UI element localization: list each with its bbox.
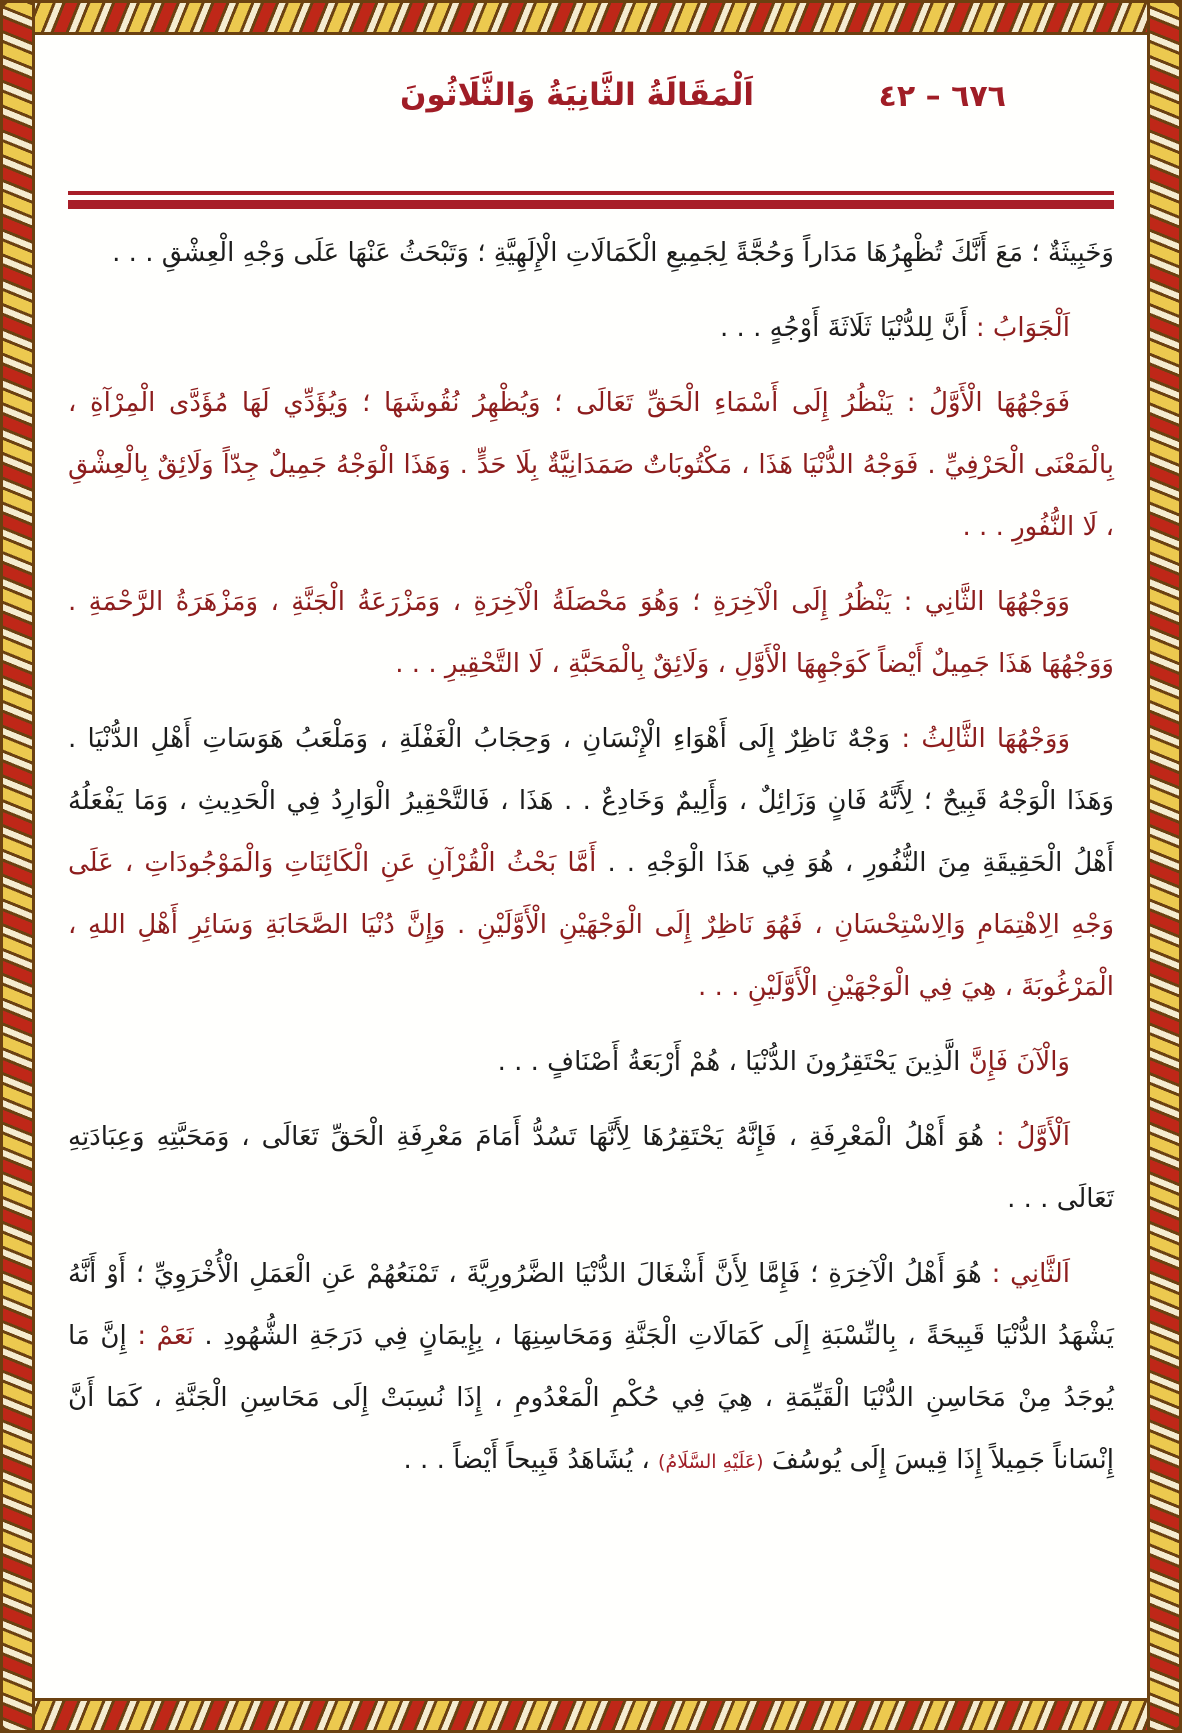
- paragraph: [68, 1031, 1114, 1093]
- text-run-red: وَالْآنَ فَإِنَّ: [960, 1047, 1070, 1077]
- decorative-border-right: [1147, 0, 1182, 1733]
- text-run-black: أَنَّ لِلدُّنْيَا ثَلَاثَةَ أَوْجُهٍ . . .: [720, 313, 968, 343]
- text-run-black: وَجْهٌ نَاظِرٌ إِلَى أَهْوَاءِ الْإِنْسَانِ ، وَحِجَابُ الْغَفْلَةِ ، وَمَلْعَبُ هَوَسَاتِ أَهْلِ الدُّنْيَا . وَهَذَا الْوَجْهُ قَبِيحٌ ؛ لِأَنَّهُ فَانٍ وَزَائِلٌ ، وَأَلِيمٌ وَخَادِعٌ . . هَذَا ، فَالتَّحْقِيرُ الْوَارِدُ فِي الْحَدِيثِ ، وَمَا يَفْعَلُهُ أَهْلُ الْحَقِيقَةِ مِنَ النُّفُورِ ، هُوَ فِي هَذَا الْوَجْهِ . .: [68, 724, 1114, 878]
- text-run-red: اَلْأَوَّلُ :: [983, 1122, 1070, 1152]
- paragraph: [68, 1243, 1114, 1493]
- paragraph: [68, 1106, 1114, 1230]
- text-run-black: الَّذِينَ يَحْتَقِرُونَ الدُّنْيَا ، هُمْ أَرْبَعَةُ أَصْنَافٍ . . .: [497, 1047, 961, 1077]
- page-content: [35, 35, 1147, 1698]
- body-paragraphs: [68, 222, 1114, 1493]
- page-title: اَلْمَقَالَةُ الثَّانِيَةُ وَالثَّلَاثُونَ: [400, 77, 754, 113]
- text-run-black: هُوَ أَهْلُ الْآخِرَةِ ؛ فَإِمَّا لِأَنَّ أَشْغَالَ الدُّنْيَا الضَّرُورِيَّةَ ، تَمْنَعُهُمْ عَنِ الْعَمَلِ الْأُخْرَوِيِّ ؛ أَوْ أَنَّهُ يَشْهَدُ الدُّنْيَا قَبِيحَةً ، بِالنِّسْبَةِ إِلَى كَمَالَاتِ الْجَنَّةِ وَمَحَاسِنِهَا ، بِإِيمَانٍ فِي دَرَجَةِ الشُّهُودِ .: [68, 1259, 1114, 1351]
- text-run-red: نَعَمْ :: [126, 1321, 194, 1351]
- decorative-border-left: [0, 0, 35, 1733]
- text-run-red: فَوَجْهُهَا الْأَوَّلُ : يَنْظُرُ إِلَى أَسْمَاءِ الْحَقِّ تَعَالَى ؛ وَيُظْهِرُ نُقُوشَهَا ؛ وَيُؤَدِّي لَهَا مُؤَدَّى الْمِرْآةِ ، بِالْمَعْنَى الْحَرْفِيِّ . فَوَجْهُ الدُّنْيَا هَذَا ، مَكْتُوبَاتٌ صَمَدَانِيَّةٌ بِلَا حَدٍّ . وَهَذَا الْوَجْهُ جَمِيلٌ جِدّاً وَلَائِقٌ بِالْعِشْقِ ، لَا النُّفُورِ . . .: [68, 388, 1114, 542]
- text-run-honorific: (عَلَيْهِ السَّلَامُ): [658, 1451, 764, 1473]
- text-run-black: وَخَبِيثَةٌ ؛ مَعَ أَنَّكَ تُظْهِرُهَا مَدَاراً وَحُجَّةً لِجَمِيعِ الْكَمَالَاتِ الْإِلَهِيَّةِ ؛ وَتَبْحَثُ عَنْهَا عَلَى وَجْهِ الْعِشْقِ . . .: [112, 238, 1114, 268]
- paragraph: [68, 571, 1114, 695]
- decorative-border-bottom: [0, 1698, 1182, 1733]
- header-divider: [68, 191, 1114, 209]
- text-run-red: اَلْجَوَابُ :: [967, 313, 1070, 343]
- paragraph: [68, 372, 1114, 558]
- text-run-black: إِنَّ مَا يُوجَدُ مِنْ مَحَاسِنِ الدُّنْيَا الْقَيِّمَةِ ، هِيَ فِي حُكْمِ الْمَعْدُومِ ، إِذَا نُسِبَتْ إِلَى مَحَاسِنِ الْجَنَّةِ ، كَمَا أَنَّ إِنْسَاناً جَمِيلاً إِذَا قِيسَ إِلَى يُوسُفَ: [68, 1321, 1114, 1475]
- text-run-black: ، يُشَاهَدُ قَبِيحاً أَيْضاً . . .: [403, 1445, 659, 1475]
- page-number: ٦٧٦ – ٤٢: [878, 79, 1006, 114]
- text-run-red: أَمَّا بَحْثُ الْقُرْآنِ عَنِ الْكَائِنَاتِ وَالْمَوْجُودَاتِ ، عَلَى وَجْهِ الِاهْتِمَامِ وَالِاسْتِحْسَانِ ، فَهُوَ نَاظِرٌ إِلَى الْوَجْهَيْنِ الْأَوَّلَيْنِ . وَإِنَّ دُنْيَا الصَّحَابَةِ وَسَائِرِ أَهْلِ اللهِ ، الْمَرْغُوبَةَ ، هِيَ فِي الْوَجْهَيْنِ الْأَوَّلَيْنِ . . .: [68, 848, 1114, 1002]
- text-run-black: هُوَ أَهْلُ الْمَعْرِفَةِ ، فَإِنَّهُ يَحْتَقِرُهَا لِأَنَّهَا تَسُدُّ أَمَامَ مَعْرِفَةِ الْحَقِّ تَعَالَى ، وَمَحَبَّتِهِ وَعِبَادَتِهِ تَعَالَى . . .: [68, 1122, 1114, 1214]
- text-run-red: اَلثَّانِي :: [981, 1259, 1071, 1289]
- paragraph: [68, 222, 1114, 284]
- paragraph: [68, 297, 1114, 359]
- page-header: [68, 35, 1114, 155]
- text-run-red: وَوَجْهُهَا الثَّالِثُ :: [890, 724, 1070, 754]
- paragraph: [68, 708, 1114, 1018]
- decorative-border-top: [0, 0, 1182, 35]
- text-run-red: وَوَجْهُهَا الثَّانِي : يَنْظُرُ إِلَى الْآخِرَةِ ؛ وَهُوَ مَحْصَلَةُ الْآخِرَةِ ، وَمَزْرَعَةُ الْجَنَّةِ ، وَمَزْهَرَةُ الرَّحْمَةِ . وَوَجْهُهَا هَذَا جَمِيلٌ أَيْضاً كَوَجْهِهَا الْأَوَّلِ ، وَلَائِقٌ بِالْمَحَبَّةِ ، لَا التَّحْقِيرِ . . .: [68, 587, 1114, 679]
